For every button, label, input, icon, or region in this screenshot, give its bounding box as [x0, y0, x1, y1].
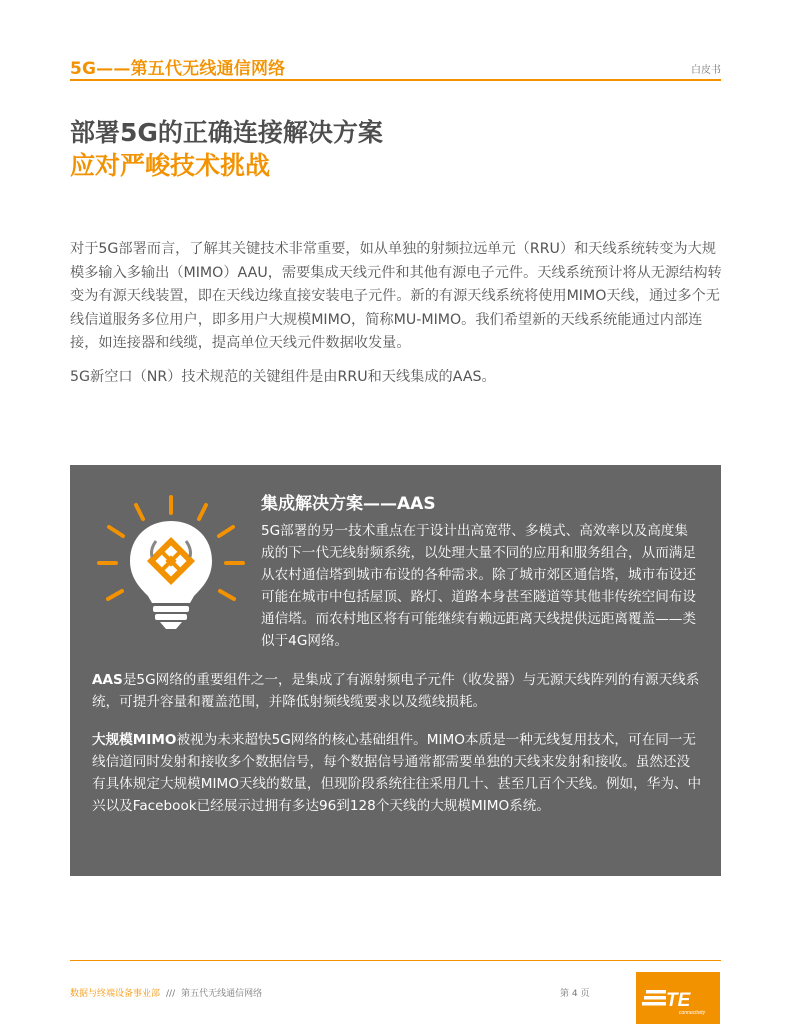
document-type-label: 白皮书: [691, 65, 721, 76]
header-title: 5G——第五代无线通信网络: [70, 59, 286, 79]
intro-section: [70, 238, 722, 399]
footer-department: 数据与终端设备事业部: [70, 989, 161, 999]
te-logo: [636, 972, 720, 1024]
page-number: 第 4 页: [560, 989, 590, 999]
panel-paragraph-2: [92, 669, 702, 713]
header-divider: [70, 79, 721, 81]
aas-info-panel: [70, 465, 721, 876]
massive-mimo-description: 被视为未来超快5G网络的核心基础组件。MIMO本质是一种无线复用技术，可在同一无线信道同时发射和接收多个数据信号，每个数据信号通常都需要单独的天线来发射和接收。虽然还没有具体规定大规模MIMO天线的数量，但现阶段系统往往采用几十、甚至几百个天线。例如，华为、中兴以及Facebook已经展示过拥有多达96到128个天线的大规模MIMO系统。: [92, 732, 702, 814]
footer-separator: ///: [166, 989, 176, 999]
footer-doc-title: 第五代无线通信网络: [181, 989, 263, 999]
page-title: 部署5G的正确连接解决方案: [70, 118, 383, 147]
intro-paragraph-2: 5G新空口（NR）技术规范的关键组件是由RRU和天线集成的AAS。: [70, 368, 496, 385]
lightbulb-icon: [96, 495, 246, 635]
panel-paragraph-3: [92, 729, 702, 817]
intro-paragraph-1: 对于5G部署而言，了解其关键技术非常重要，如从单独的射频拉远单元（RRU）和天线系统转变为大规模多输入多输出（MIMO）AAU，需要集成天线元件和其他有源电子元件。天线系统预计将从无源结构转变为有源天线装置，即在天线边缘直接安装电子元件。新的有源天线系统将使用MIMO天线，通过多个无线信道服务多位用户，即多用户大规模MIMO，简称MU-MIMO。我们希望新的天线系统能通过内部连接，如连接器和线缆，提高单位天线元件数据收发量。: [70, 241, 722, 351]
footer-info: [70, 986, 262, 999]
te-logo-mark-icon: [636, 972, 720, 1024]
massive-mimo-term: 大规模MIMO: [92, 732, 177, 748]
te-logo-text: TE: [666, 990, 691, 1011]
aas-term: AAS: [92, 672, 123, 688]
panel-heading: 集成解决方案——AAS: [261, 494, 436, 514]
page-subtitle: 应对严峻技术挑战: [70, 151, 271, 180]
te-logo-tagline: connectivity: [679, 1010, 706, 1016]
panel-paragraph-1: 5G部署的另一技术重点在于设计出高宽带、多模式、高效率以及高度集成的下一代无线射频系统，以处理大量不同的应用和服务组合，从而满足从农村通信塔到城市布设的各种需求。除了城市郊区通信塔，城市布设还可能在城市中包括屋顶、路灯、道路本身甚至隧道等其他非传统空间布设通信塔。而农村地区将有可能继续有赖远距离天线提供远距离覆盖——类似于4G网络。: [261, 523, 696, 649]
aas-description: 是5G网络的重要组件之一，是集成了有源射频电子元件（收发器）与无源天线阵列的有源天线系统，可提升容量和覆盖范围，并降低射频线缆要求以及缆线损耗。: [92, 672, 700, 710]
footer-divider: [70, 960, 721, 961]
